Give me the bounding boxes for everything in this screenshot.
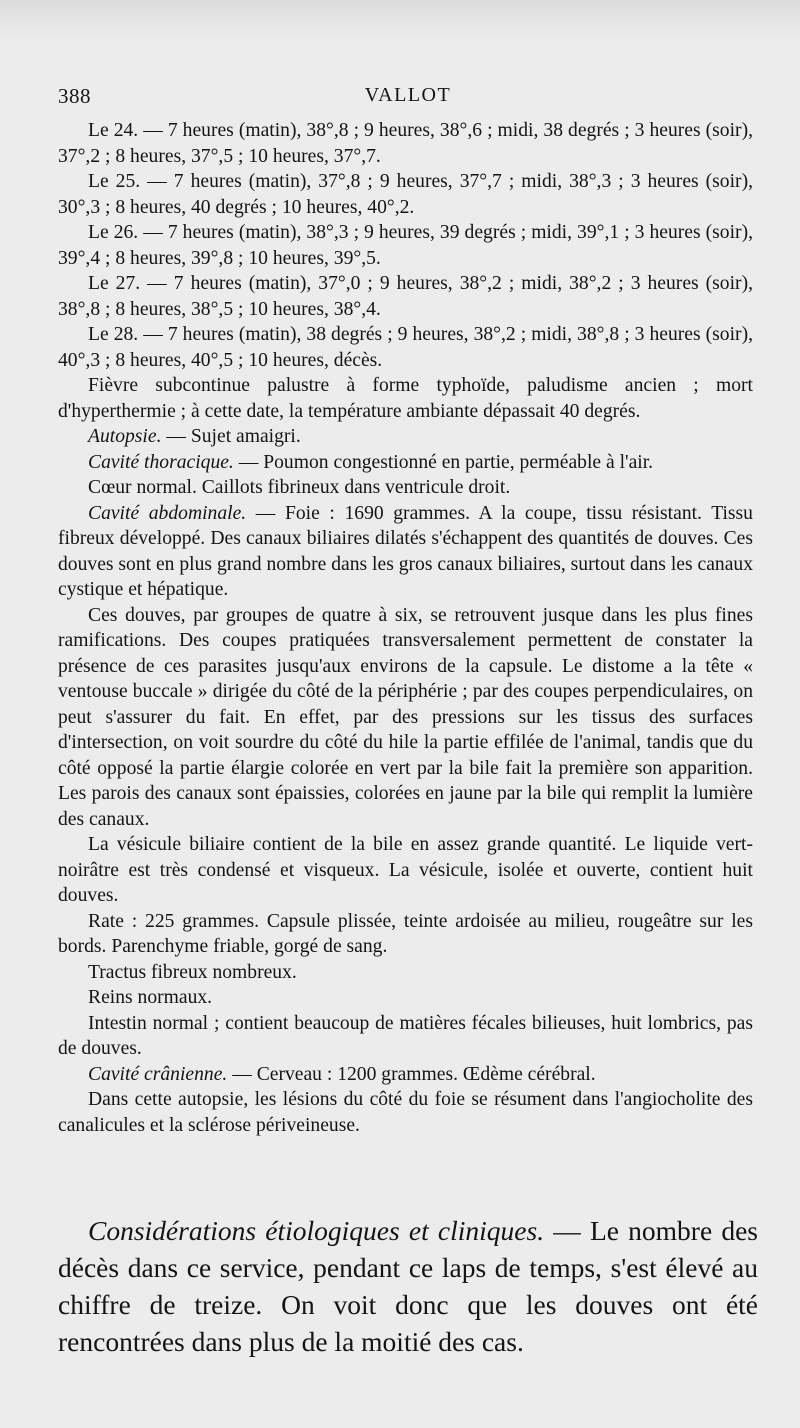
abdomen-text: — Foie : 1690 grammes. A la coupe, tissu résistant. Tissu fibreux développé. Des canaux biliaires dilatés s'échappent des quantités de douves. Ces douves sont en plus grand nombre dans les gros canaux biliaires, surtout dans les canaux cystique et hépatique.	[58, 502, 753, 600]
thorax-label: Cavité thoracique.	[88, 451, 234, 473]
cranium-text: — Cerveau : 1200 grammes. Œdème cérébral.	[227, 1063, 596, 1085]
intestine-paragraph: Intestin normal ; contient beaucoup de matières fécales bilieuses, huit lombrics, pas de douves.	[58, 1012, 753, 1059]
gallbladder-paragraph: La vésicule biliaire contient de la bile en assez grande quantité. Le liquide vert-noirâtre est très condensé et visqueux. La vésicule, isolée et ouverte, contient huit douves.	[58, 834, 753, 906]
section-text: — Le nombre des décès dans ce service, pendant ce laps de temps, s'est élevé au chiffre de treize. On voit donc que les douves ont été rencontrées dans plus de la moitié des cas.	[58, 1215, 758, 1357]
autopsy-label: Autopsie.	[88, 426, 162, 447]
page-top-shadow	[0, 0, 800, 40]
flukes-paragraph: Ces douves, par groupes de quatre à six, se retrouvent jusque dans les plus fines ramifications. Des coupes pratiquées transversalement permettent de constater la présence de ces parasites jusqu'aux environs de la capsule. Le distome a la tête « ventouse buccale » dirigée du côté de la périphérie ; par des coupes perpendiculaires, on peut s'assurer du fait. En effet, par des pressions sur les tissus des surfaces d'intersection, on voit sourdre du côté du hile la partie effilée de l'animal, tandis que du côté opposé la partie élargie colorée en vert par la bile fait la première son apparition. Les parois des canaux sont épaissies, colorées en jaune par la bile qui remplit la lumière des canaux.	[58, 604, 753, 830]
body-text	[58, 118, 753, 1138]
diagnosis-paragraph: Fièvre subcontinue palustre à forme typhoïde, paludisme ancien ; mort d'hyperthermie ; à cette date, la température ambiante dépassait 40 degrés.	[58, 375, 753, 422]
section-title: Considérations étiologiques et cliniques.	[88, 1215, 545, 1246]
temperature-day-28: Le 28. — 7 heures (matin), 38 degrés ; 9 heures, 38°,2 ; midi, 38°,8 ; 3 heures (soir), 40°,3 ; 8 heures, 40°,5 ; 10 heures, décès.	[58, 324, 753, 371]
autopsy-text: — Sujet amaigri.	[161, 426, 301, 447]
spleen-paragraph: Rate : 225 grammes. Capsule plissée, teinte ardoisée au milieu, rougeâtre sur les bords. Parenchyme friable, gorgé de sang.	[58, 910, 753, 957]
cranium-paragraph	[58, 1062, 753, 1088]
temperature-day-27: Le 27. — 7 heures (matin), 37°,0 ; 9 heures, 38°,2 ; midi, 38°,2 ; 3 heures (soir), 38°,8 ; 8 heures, 38°,5 ; 10 heures, 38°,4.	[58, 273, 753, 320]
abdomen-paragraph	[58, 501, 753, 603]
running-head: VALLOT	[364, 84, 452, 106]
considerations-section	[58, 1212, 758, 1360]
heart-paragraph: Cœur normal. Caillots fibrineux dans ventricule droit.	[88, 477, 511, 498]
temperature-day-26: Le 26. — 7 heures (matin), 38°,3 ; 9 heures, 39 degrés ; midi, 39°,1 ; 3 heures (soir), 39°,4 ; 8 heures, 39°,8 ; 10 heures, 39°,5.	[58, 222, 753, 269]
autopsy-paragraph	[58, 424, 753, 450]
abdomen-label: Cavité abdominale.	[88, 502, 247, 524]
temperature-day-24: Le 24. — 7 heures (matin), 38°,8 ; 9 heures, 38°,6 ; midi, 38 degrés ; 3 heures (soir), 37°,2 ; 8 heures, 37°,5 ; 10 heures, 37°,7.	[58, 120, 753, 167]
page-header	[58, 84, 758, 112]
kidneys-line: Reins normaux.	[88, 987, 213, 1008]
temperature-day-25: Le 25. — 7 heures (matin), 37°,8 ; 9 heures, 37°,7 ; midi, 38°,3 ; 3 heures (soir), 30°,3 ; 8 heures, 40 degrés ; 10 heures, 40°,2.	[58, 171, 753, 218]
thorax-paragraph	[58, 450, 753, 476]
conclusion-paragraph: Dans cette autopsie, les lésions du côté du foie se résument dans l'angiocholite des canalicules et la sclérose périveineuse.	[58, 1089, 753, 1136]
considerations-paragraph	[58, 1212, 758, 1360]
page-number: 388	[58, 84, 91, 108]
thorax-text: — Poumon congestionné en partie, perméable à l'air.	[233, 451, 654, 473]
cranium-label: Cavité crânienne.	[88, 1063, 228, 1085]
fibrous-tracts-line: Tractus fibreux nombreux.	[88, 961, 297, 983]
